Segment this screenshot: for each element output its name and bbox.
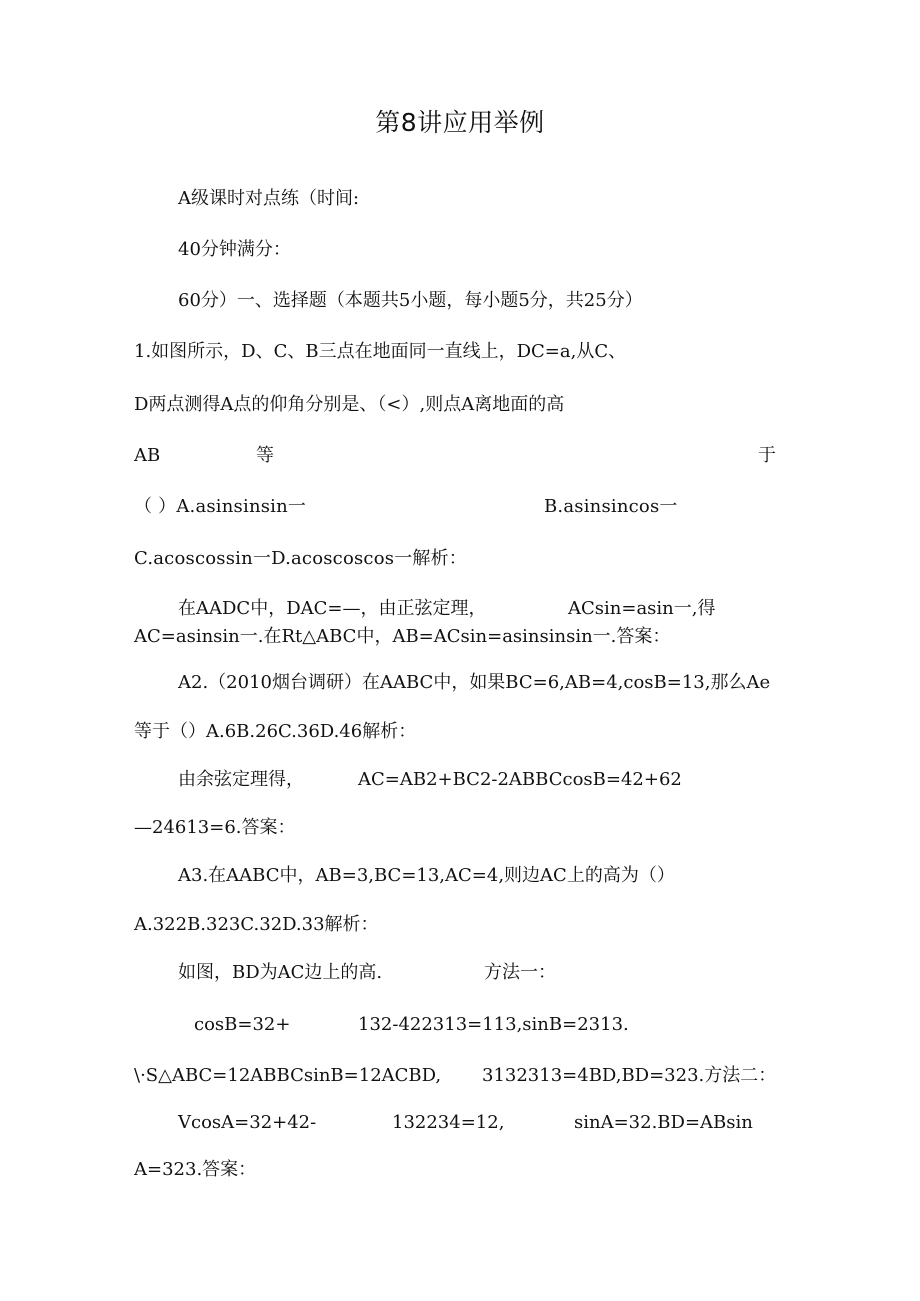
question-2-line-2: 等于（）A.6B.26C.36D.46解析： — [134, 721, 417, 742]
solution-1-line-1a: 在AADC中，DAC=—，由正弦定理， — [178, 598, 487, 619]
question-1-line-2: D两点测得A点的仰角分别是、（<）,则点A离地面的高 — [134, 394, 565, 415]
solution-3-line-4c: sinA=32.BD=ABsin — [574, 1112, 753, 1133]
choice-cd-line: C.acoscossin一D.acoscoscos一解析： — [134, 548, 467, 569]
choice-b-line: B.asinsincos一 — [544, 496, 678, 517]
solution-2-line-1b: AC=AB2+BC2-2ABBCcosB=42+62 — [358, 769, 682, 790]
choice-a-line: （ ）A.asinsinsin一 — [134, 496, 307, 517]
question-1-line-1: 1.如图所示，D、C、B三点在地面同一直线上，DC=a,从C、 — [134, 341, 627, 362]
solution-3-line-4a: VcosA=32+42- — [178, 1112, 317, 1133]
solution-3-line-2b: 132-422313=113,sinB=2313. — [358, 1014, 629, 1035]
text-line-2: 40分钟满分： — [178, 239, 291, 260]
solution-3-line-2a: cosB=32+ — [194, 1014, 291, 1035]
question-1-ab-label: AB — [134, 445, 161, 466]
solution-2-line-2: —24613=6.答案： — [134, 817, 296, 838]
solution-3-line-1a: 如图，BD为AC边上的高. — [178, 962, 383, 983]
question-2-line-1: A2.（2010烟台调研）在AABC中，如果BC=6,AB=4,cosB=13,那么Ae — [178, 672, 771, 693]
solution-3-line-3a: \·S△ABC=12ABBCsinB=12ACBD, — [134, 1065, 442, 1086]
solution-1-line-2: AC=asinsin一.在Rt△ABC中，AB=ACsin=asinsinsin一.答案： — [134, 626, 671, 647]
solution-3-line-3b: 3132313=4BD,BD=323.方法二： — [482, 1065, 777, 1086]
question-1-yu-word: 于 — [758, 445, 776, 466]
question-3-line-1: A3.在AABC中，AB=3,BC=13,AC=4,则边AC上的高为（） — [178, 865, 675, 886]
solution-1-line-1b: ACsin=asin一,得 — [568, 598, 716, 619]
question-1-equals-word: 等 — [256, 445, 274, 466]
solution-3-line-5: A=323.答案： — [134, 1159, 257, 1180]
document-title: 第8讲应用举例 — [375, 108, 545, 137]
text-line-1: A级课时对点练（时间: — [178, 188, 360, 209]
text-line-3: 60分）一、选择题（本题共5小题，每小题5分，共25分） — [178, 290, 643, 311]
solution-3-line-1b: 方法一： — [484, 962, 556, 983]
solution-3-line-4b: 132234=12, — [392, 1112, 505, 1133]
question-3-line-2: A.322B.323C.32D.33解析： — [134, 914, 379, 935]
solution-2-line-1a: 由余弦定理得， — [178, 769, 304, 790]
